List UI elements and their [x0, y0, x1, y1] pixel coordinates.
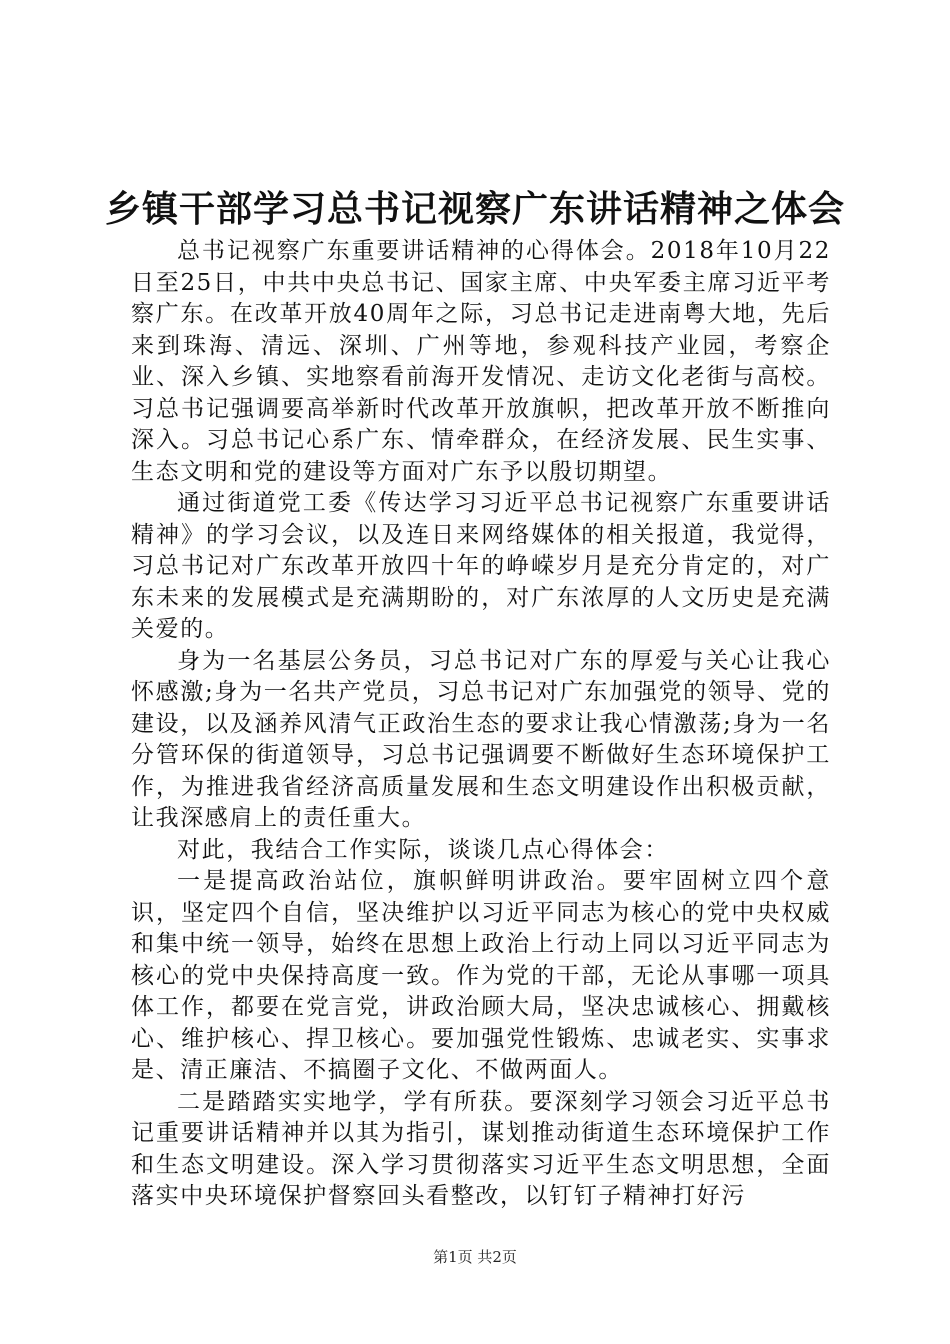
paragraph: 二是踏踏实实地学，学有所获。要深刻学习领会习近平总书记重要讲话精神并以其为指引，谋划推动街道生态环境保护工作和生态文明建设。深入学习贯彻落实习近平生态文明思想，全面落实中央环境保护督察回头看整改，以钉钉子精神打好污: [131, 1088, 831, 1209]
page-number-footer: 第1页 共2页: [433, 1248, 517, 1266]
paragraph: 通过街道党工委《传达学习习近平总书记视察广东重要讲话精神》的学习会议，以及连日来网络媒体的相关报道，我觉得，习总书记对广东改革开放四十年的峥嵘岁月是充分肯定的，对广东未来的发展模式是充满期盼的，对广东浓厚的人文历史是充满关爱的。: [131, 490, 831, 642]
document-body: [131, 236, 831, 1213]
paragraph: 总书记视察广东重要讲话精神的心得体会。2018年10月22日至25日，中共中央总书记、国家主席、中央军委主席习近平考察广东。在改革开放40周年之际，习总书记走进南粤大地，先后来到珠海、清远、深圳、广州等地，参观科技产业园，考察企业、深入乡镇、实地察看前海开发情况、走访文化老街与高校。习总书记强调要高举新时代改革开放旗帜，把改革开放不断推向深入。习总书记心系广东、情牵群众，在经济发展、民生实事、生态文明和党的建设等方面对广东予以殷切期望。: [131, 238, 831, 485]
document-title: 乡镇干部学习总书记视察广东讲话精神之体会: [104, 188, 845, 230]
paragraph: 对此，我结合工作实际，谈谈几点心得体会：: [177, 836, 669, 863]
paragraph: 身为一名基层公务员，习总书记对广东的厚爱与关心让我心怀感激;身为一名共产党员，习总书记对广东加强党的领导、党的建设，以及涵养风清气正政治生态的要求让我心情激荡;身为一名分管环保的街道领导，习总书记强调要不断做好生态环境保护工作，为推进我省经济高质量发展和生态文明建设作出积极贡献，让我深感肩上的责任重大。: [131, 647, 831, 831]
paragraph: 一是提高政治站位，旗帜鲜明讲政治。要牢固树立四个意识，坚定四个自信，坚决维护以习近平同志为核心的党中央权威和集中统一领导，始终在思想上政治上行动上同以习近平同志为核心的党中央保持高度一致。作为党的干部，无论从事哪一项具体工作，都要在党言党，讲政治顾大局，坚决忠诚核心、拥戴核心、维护核心、捍卫核心。要加强党性锻炼、忠诚老实、实事求是、清正廉洁、不搞圈子文化、不做两面人。: [131, 868, 831, 1083]
